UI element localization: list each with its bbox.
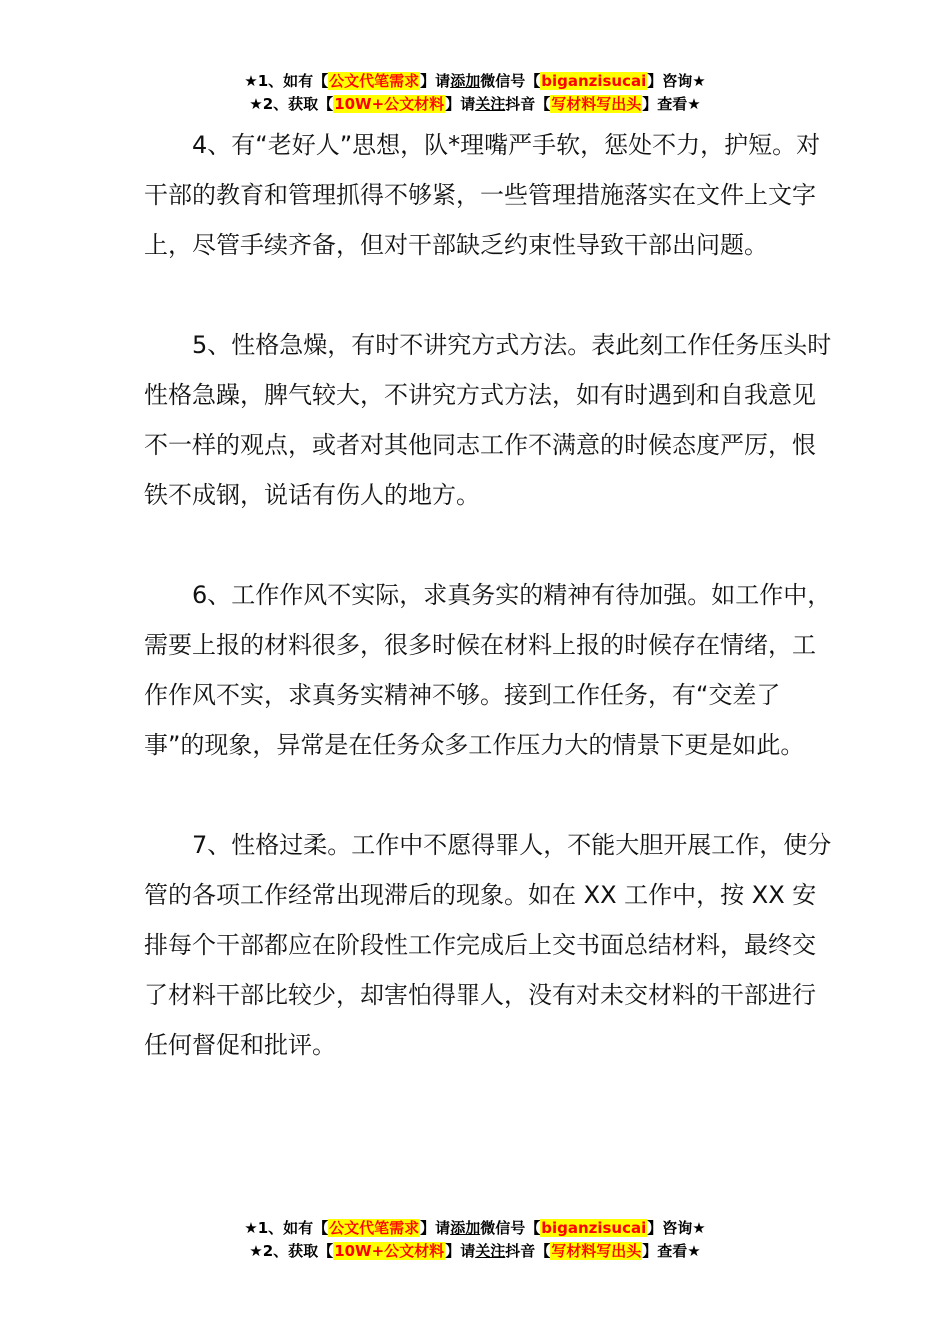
highlight-materials: 10W+公文材料 <box>334 95 445 113</box>
banner-text: 】请 <box>445 95 476 113</box>
highlight-wechat-id: biganzisucai <box>541 72 647 90</box>
banner-text: ★2、获取【 <box>249 95 334 113</box>
footer-banner <box>0 1217 950 1263</box>
highlight-douyin-account: 写材料写出头 <box>551 1242 642 1260</box>
paragraph-7: 7、性格过柔。工作中不愿得罪人，不能大胆开展工作，使分管的各项工作经常出现滞后的现象。如在 XX 工作中，按 XX 安排每个干部都应在阶段性工作完成后上交书面总结材料，最终交了材料干部比较少，却害怕得罪人，没有对未交材料的干部进行任何督促和批评。 <box>144 831 832 1059</box>
banner-text: 】查看★ <box>642 1242 701 1260</box>
banner-line-2 <box>0 93 950 116</box>
banner-line-2 <box>0 1240 950 1263</box>
underlined-word: 添加 <box>450 72 481 90</box>
header-banner <box>0 70 950 116</box>
underlined-word: 关注 <box>475 1242 506 1260</box>
banner-text: ★1、如有【 <box>244 72 329 90</box>
paragraph-5: 5、性格急燥，有时不讲究方式方法。表此刻工作任务压头时性格急躁，脾气较大，不讲究方式方法，如有时遇到和自我意见不一样的观点，或者对其他同志工作不满意的时候态度严厉，恨铁不成钢，说话有伤人的地方。 <box>144 331 832 509</box>
banner-text: 】咨询★ <box>647 72 706 90</box>
highlight-service: 公文代笔需求 <box>329 72 420 90</box>
banner-text: 】请 <box>420 72 451 90</box>
banner-text: ★1、如有【 <box>244 1219 329 1237</box>
underlined-word: 添加 <box>450 1219 481 1237</box>
banner-text: 】咨询★ <box>647 1219 706 1237</box>
banner-text: 微信号【 <box>480 72 541 90</box>
paragraph-6: 6、工作作风不实际，求真务实的精神有待加强。如工作中，需要上报的材料很多，很多时候在材料上报的时候存在情绪，工作作风不实，求真务实精神不够。接到工作任务，有“交差了事”的现象，异常是在任务众多工作压力大的情景下更是如此。 <box>144 581 832 759</box>
paragraph-4: 4、有“老好人”思想，队*理嘴严手软，惩处不力，护短。对干部的教育和管理抓得不够紧，一些管理措施落实在文件上文字上，尽管手续齐备，但对干部缺乏约束性导致干部出问题。 <box>144 131 821 259</box>
banner-line-1 <box>0 70 950 93</box>
highlight-douyin-account: 写材料写出头 <box>551 95 642 113</box>
banner-text: 微信号【 <box>480 1219 541 1237</box>
highlight-service: 公文代笔需求 <box>329 1219 420 1237</box>
banner-text: 】请 <box>445 1242 476 1260</box>
highlight-wechat-id: biganzisucai <box>541 1219 647 1237</box>
banner-text: ★2、获取【 <box>249 1242 334 1260</box>
banner-text: 】请 <box>420 1219 451 1237</box>
document-body <box>144 120 834 1120</box>
banner-text: 抖音【 <box>505 1242 551 1260</box>
highlight-materials: 10W+公文材料 <box>334 1242 445 1260</box>
banner-text: 抖音【 <box>505 95 551 113</box>
underlined-word: 关注 <box>475 95 506 113</box>
banner-text: 】查看★ <box>642 95 701 113</box>
banner-line-1 <box>0 1217 950 1240</box>
